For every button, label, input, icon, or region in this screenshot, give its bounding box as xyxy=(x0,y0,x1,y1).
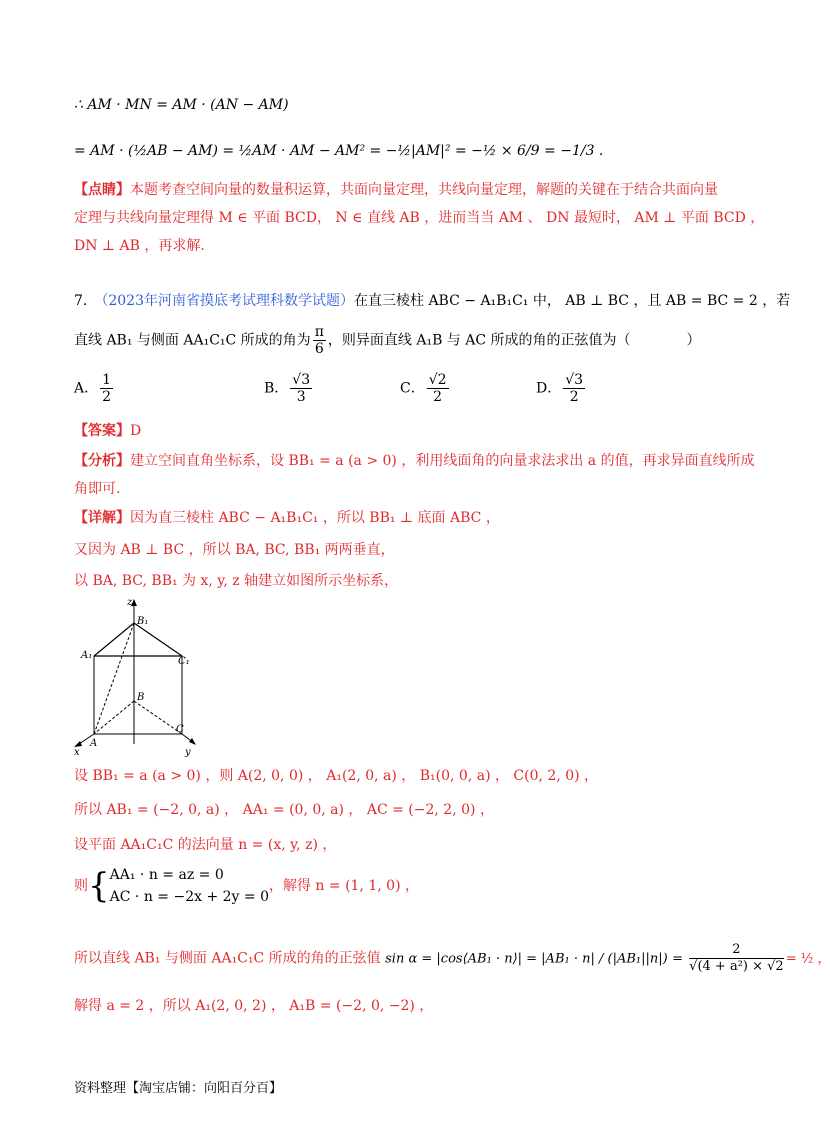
problem-text-1: 在直三棱柱 ABC − A₁B₁C₁ 中， AB ⊥ BC ，且 AB = BC = 2 ，若 xyxy=(354,293,791,309)
analysis-text-1: 建立空间直角坐标系，设 BB₁ = a (a > 0) ，利用线面角的向量求法求出 a 的值，再求异面直线所成 xyxy=(130,453,755,469)
note-line-3: DN ⊥ AB ，再求解. xyxy=(74,238,205,254)
option-a[interactable]: A． $\frac{1}{2}$ xyxy=(74,372,112,405)
label-z: z xyxy=(127,597,133,608)
angle-fraction: $\frac{\pi}{6}$ xyxy=(314,324,324,357)
detail-line-2: 又因为 AB ⊥ BC ，所以 BA, BC, BB₁ 两两垂直， xyxy=(74,542,395,558)
label-b: B xyxy=(137,692,145,703)
system-prefix: 则 xyxy=(74,878,88,894)
options-row xyxy=(74,372,734,412)
label-x: x xyxy=(74,747,80,758)
solution-vectors: 所以 AB₁ = (−2, 0, a) ， AA₁ = (0, 0, a) ， AC = (−2, 2, 0) ， xyxy=(74,802,494,818)
edge-b1-c1 xyxy=(134,623,182,656)
problem-source: （2023年河南省摸底考试理科数学试题） xyxy=(101,293,354,309)
solution-system xyxy=(74,864,419,914)
prism-figure xyxy=(72,596,212,756)
answer-tag: 【答案】 xyxy=(74,423,130,439)
option-b[interactable]: B． $\frac{√3}{3}$ xyxy=(264,372,311,405)
solution-coords: 设 BB₁ = a (a > 0) ，则 A(2, 0, 0) ， A₁(2, 0, a) ， B₁(0, 0, a) ， C(0, 2, 0) ， xyxy=(74,768,599,784)
answer-value: D xyxy=(130,423,142,439)
label-a1: A₁ xyxy=(81,650,93,661)
analysis-line-1 xyxy=(74,450,755,472)
solution-sine-line: 所以直线 AB₁ 与侧面 AA₁C₁C 所成的角的正弦值 sin α = |cos⟨AB₁ · n⟩| = |AB₁ · n| / (|AB₁||n|) = $\frac{2}{\text{√(4 + a²) × √2}}$ = ½ ， xyxy=(74,942,830,974)
solution-normal: 设平面 AA₁C₁C 的法向量 n = (x, y, z) ， xyxy=(74,837,337,853)
system-eq-2: AC · n = −2x + 2y = 0 xyxy=(109,889,269,905)
sine-formula: sin α = |cos⟨AB₁ · n⟩| = |AB₁ · n| / (|AB₁||n|) xyxy=(385,951,668,967)
label-a: A xyxy=(90,738,98,749)
label-y: y xyxy=(185,747,191,758)
option-d[interactable]: D． $\frac{√3}{2}$ xyxy=(536,372,584,405)
system-eq-1: AA₁ · n = az = 0 xyxy=(109,867,224,883)
left-brace-icon: { xyxy=(88,866,110,906)
note-tag: 【点睛】 xyxy=(74,182,130,198)
system-result: ，解得 n = (1, 1, 0) ， xyxy=(268,878,419,894)
answer-line xyxy=(74,420,141,442)
detail-line-3: 以 BA, BC, BB₁ 为 x, y, z 轴建立如图所示坐标系， xyxy=(74,573,399,589)
analysis-tag: 【分析】 xyxy=(74,453,130,469)
system-equations xyxy=(110,864,269,908)
analysis-line-2: 角即可. xyxy=(74,481,121,497)
option-c[interactable]: C． $\frac{√2}{2}$ xyxy=(400,372,447,405)
label-b1: B₁ xyxy=(137,616,149,627)
sine-text: 所以直线 AB₁ 与侧面 AA₁C₁C 所成的角的正弦值 xyxy=(74,950,381,967)
problem-text-2b: ，则异面直线 A₁B 与 AC 所成的角的正弦值为（ ） xyxy=(327,332,701,349)
note-line-1 xyxy=(74,179,718,201)
sine-result: = ½ ， xyxy=(785,951,830,967)
top-math-line-2: = AM · (½AB − AM) = ½AM · AM − AM² = −½|AM|² = −½ × 6/9 = −1/3 . xyxy=(74,143,604,159)
note-text-1: 本题考查空间向量的数量积运算，共面向量定理，共线向量定理，解题的关键在于结合共面向量 xyxy=(130,182,718,198)
problem-text-2a: 直线 AB₁ 与侧面 AA₁C₁C 所成的角为 xyxy=(74,332,311,349)
label-c: C xyxy=(176,724,184,735)
problem-line-2 xyxy=(74,324,701,357)
segment-b-c xyxy=(134,701,182,734)
problem-line-1 xyxy=(74,290,790,312)
top-math-line-1: ∴ AM · MN = AM · (AN − AM) xyxy=(74,97,289,113)
detail-text-1: 因为直三棱柱 ABC − A₁B₁C₁ ，所以 BB₁ ⊥ 底面 ABC ， xyxy=(130,510,500,526)
sine-fraction: $\frac{2}{\text{√(4 + a²) × √2}}$ xyxy=(689,942,784,974)
detail-line-1 xyxy=(74,507,500,529)
note-line-2: 定理与共线向量定理得 M ∈ 平面 BCD， N ∈ 直线 AB ，进而当当 AM 、 DN 最短时， AM ⊥ 平面 BCD ， xyxy=(74,210,765,226)
label-c1: C₁ xyxy=(178,656,190,667)
detail-tag: 【详解】 xyxy=(74,510,130,526)
y-arrow-icon xyxy=(189,738,196,745)
footer: 资料整理【淘宝店铺：向阳百分百】 xyxy=(74,1081,283,1096)
solution-final: 解得 a = 2 ，所以 A₁(2, 0, 2) ， A₁B = (−2, 0, −2) ， xyxy=(74,998,434,1014)
problem-number: 7. xyxy=(74,293,88,309)
